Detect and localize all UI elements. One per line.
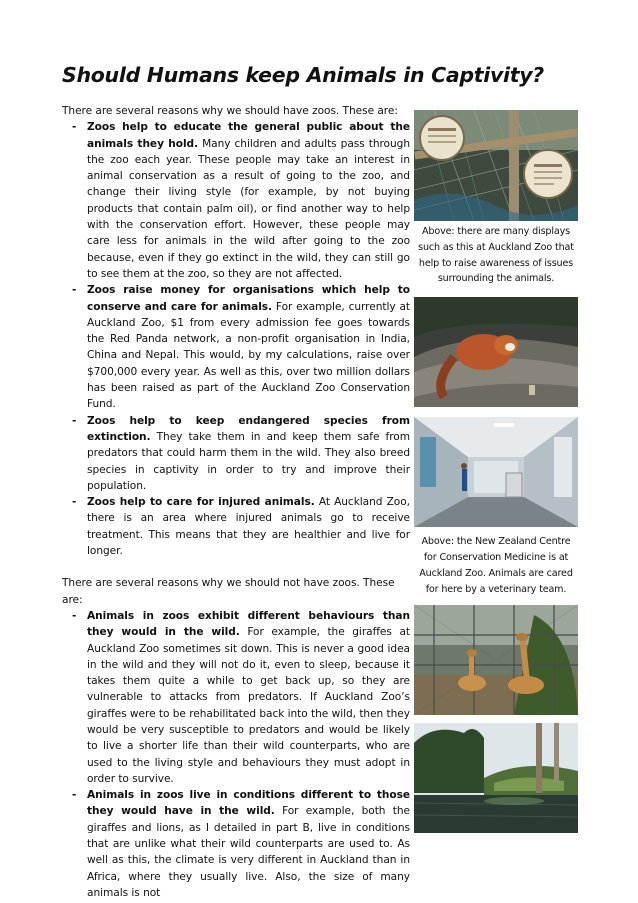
red-panda-photo bbox=[414, 297, 578, 407]
point-body: For example, the giraffes at Auckland Zoo sometimes sit down. This is never a good idea in the wild and they will not do it, even to sleep, because it takes them quite a while to get back up, so they are vulnerable to attacks from predators. If Auckland Zoo’s giraffes were to be rehabilitated back into the wild, then they would be very susceptible to predators and would be likely to live a shorter life than their wild counterparts, who are used to the living style and behaviours they must adopt in order to survive. bbox=[87, 626, 410, 785]
point-body: For example, currently at Auckland Zoo, $1 from every admission fee goes towards the Red Panda network, a non-profit organisation in India, China and Nepal. This would, by my calculations, raise over $700,000 every year. As well as this, over two million dollars has been raised as part of the Auckland Zoo Conservation Fund. bbox=[87, 300, 410, 411]
display-board-photo bbox=[414, 110, 578, 221]
vet-caption: Above: the New Zealand Centre for Conservation Medicine is at Auckland Zoo. Animals are cared for here by a veterinary team. bbox=[419, 536, 573, 595]
against-point bbox=[62, 787, 410, 901]
against-list bbox=[62, 608, 410, 901]
point-body: Many children and adults pass through the zoo each year. These people may take an interest in animal conservation as a result of going to the zoo, and change their living style (for example, by not buying products that contain palm oil), or find another way to help with the conservation effort. However, these people may care less for animals in the wild after going to the zoo because, even if they go extinct in the wild, they can still go to see them at the zoo, so they are not affected. bbox=[87, 137, 410, 280]
point-body: They take them in and keep them safe from predators that could harm them in the wild. They also breed species in captivity in order to try and improve their population. bbox=[87, 430, 410, 492]
for-intro: There are several reasons why we should have zoos. These are: bbox=[62, 105, 398, 117]
point-body: For example, both the giraffes and lions, as I detailed in part B, live in conditions that are unlike what their wild counterparts are used to. As well as this, the climate is very different in Auckland than in Africa, where they usually live. Also, the size of many animals is not bbox=[87, 805, 410, 899]
display-caption: Above: there are many displays such as this at Auckland Zoo that help to raise awareness of issues surrounding the animals. bbox=[418, 226, 574, 285]
lake-enclosure-photo bbox=[414, 723, 578, 833]
against-intro: There are several reasons why we should not have zoos. These are: bbox=[62, 577, 395, 606]
point-heading: Zoos raise money for organisations which help to conserve and care for animals. bbox=[87, 284, 410, 313]
giraffes-photo bbox=[414, 605, 578, 715]
for-point bbox=[62, 413, 410, 494]
point-heading: Zoos help to educate the general public about the animals they hold. bbox=[87, 121, 410, 150]
for-point bbox=[62, 494, 410, 559]
point-heading: Animals in zoos exhibit different behaviours than they would in the wild. bbox=[87, 609, 410, 639]
page-title: Should Humans keep Animals in Captivity? bbox=[62, 63, 544, 87]
point-body: At Auckland Zoo, there is an area where injured animals go to receive treatment. This means that they are healthier and live for longer. bbox=[87, 496, 410, 558]
point-heading: Animals in zoos live in conditions different to those they would have in the wild. bbox=[87, 789, 410, 818]
veterinary-centre-photo bbox=[414, 417, 578, 527]
for-list bbox=[62, 119, 410, 559]
point-heading: Zoos help to keep endangered species from extinction. bbox=[87, 414, 410, 443]
for-point bbox=[62, 282, 410, 412]
for-point bbox=[62, 119, 410, 282]
photo-column bbox=[414, 110, 578, 833]
article-body bbox=[62, 103, 410, 901]
against-point bbox=[62, 608, 410, 787]
point-heading: Zoos help to care for injured animals. bbox=[87, 496, 315, 509]
